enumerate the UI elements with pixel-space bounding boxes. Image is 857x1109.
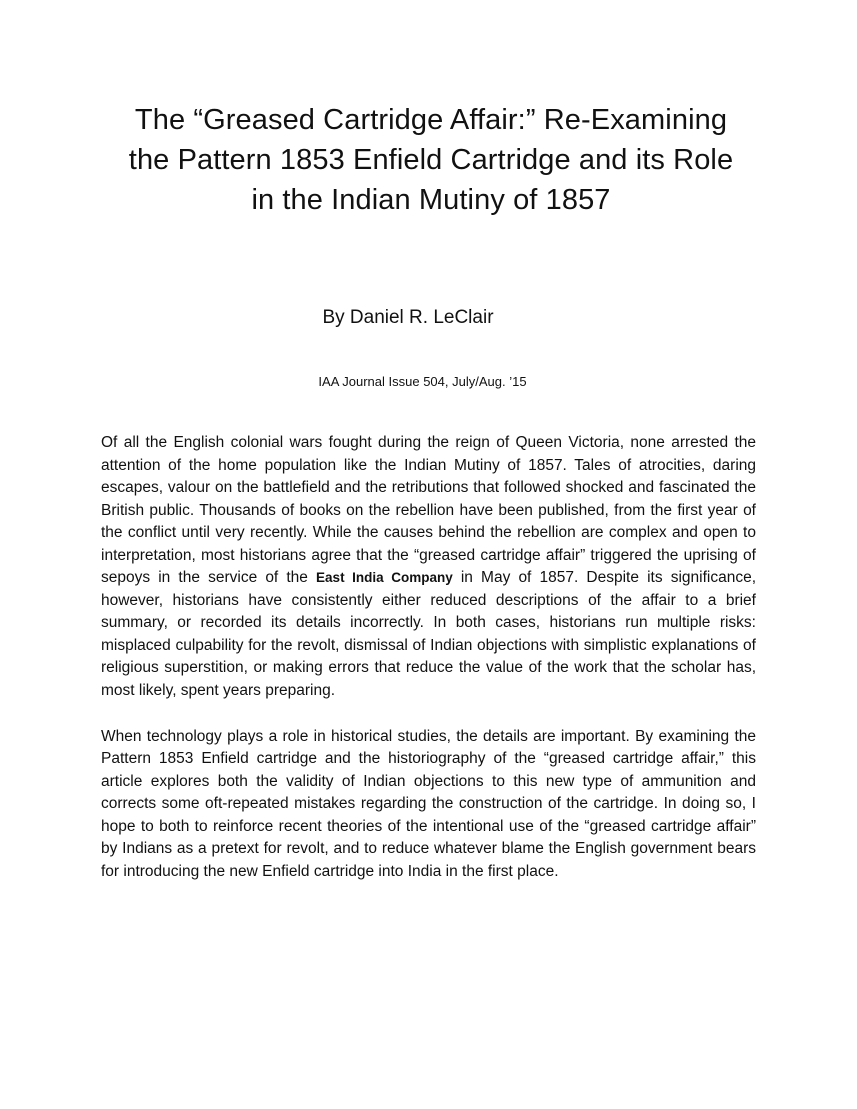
title-line-3: in the Indian Mutiny of 1857 <box>251 184 611 216</box>
title-line-1: The “Greased Cartridge Affair:” Re-Examining <box>134 104 728 136</box>
paragraph-1-emphasis: East India Company <box>316 570 453 586</box>
title-line-2: the Pattern 1853 Enfield Cartridge and its Role <box>128 144 734 176</box>
paragraph-1 <box>101 432 756 703</box>
article-title <box>95 100 767 220</box>
paragraph-2: When technology plays a role in historical studies, the details are important. By examining the Pattern 1853 Enfield cartridge and the historiography of the “greased cartridge affair,” this article explores both the validity of Indian objections to this new type of ammunition and corrects some oft-repeated mistakes regarding the construction of the cartridge. In doing so, I hope to both to reinforce recent theories of the intentional use of the “greased cartridge affair” by Indians as a pretext for revolt, and to reduce whatever blame the English government bears for introducing the new Enfield cartridge into India in the first place. <box>101 727 756 880</box>
author-byline: By Daniel R. LeClair <box>322 307 494 328</box>
article-body <box>101 432 756 906</box>
publication-source: IAA Journal Issue 504, July/Aug. ’15 <box>318 374 527 389</box>
paragraph-1-text-before: Of all the English colonial wars fought during the reign of Queen Victoria, none arrested the attention of the home population like the Indian Mutiny of 1857. Tales of atrocities, daring escapes, valour on the battlefield and the retributions that followed shocked and fascinated the British public. Thousands of books on the rebellion have been published, from the first year of the conflict until very recently. While the causes behind the rebellion are complex and open to interpretation, most historians agree that the “greased cartridge affair” triggered the uprising of sepoys in the service of the <box>101 434 756 587</box>
paragraph-1-text-after: in May of 1857. Despite its significance, however, historians have consistently either reduced descriptions of the affair to a brief summary, or recorded its details incorrectly. In both cases, historians run multiple risks: misplaced culpability for the revolt, dismissal of Indian objections with simplistic explanations of religious superstition, or making errors that reduce the value of the work that the scholar has, most likely, spent years preparing. <box>101 569 756 700</box>
